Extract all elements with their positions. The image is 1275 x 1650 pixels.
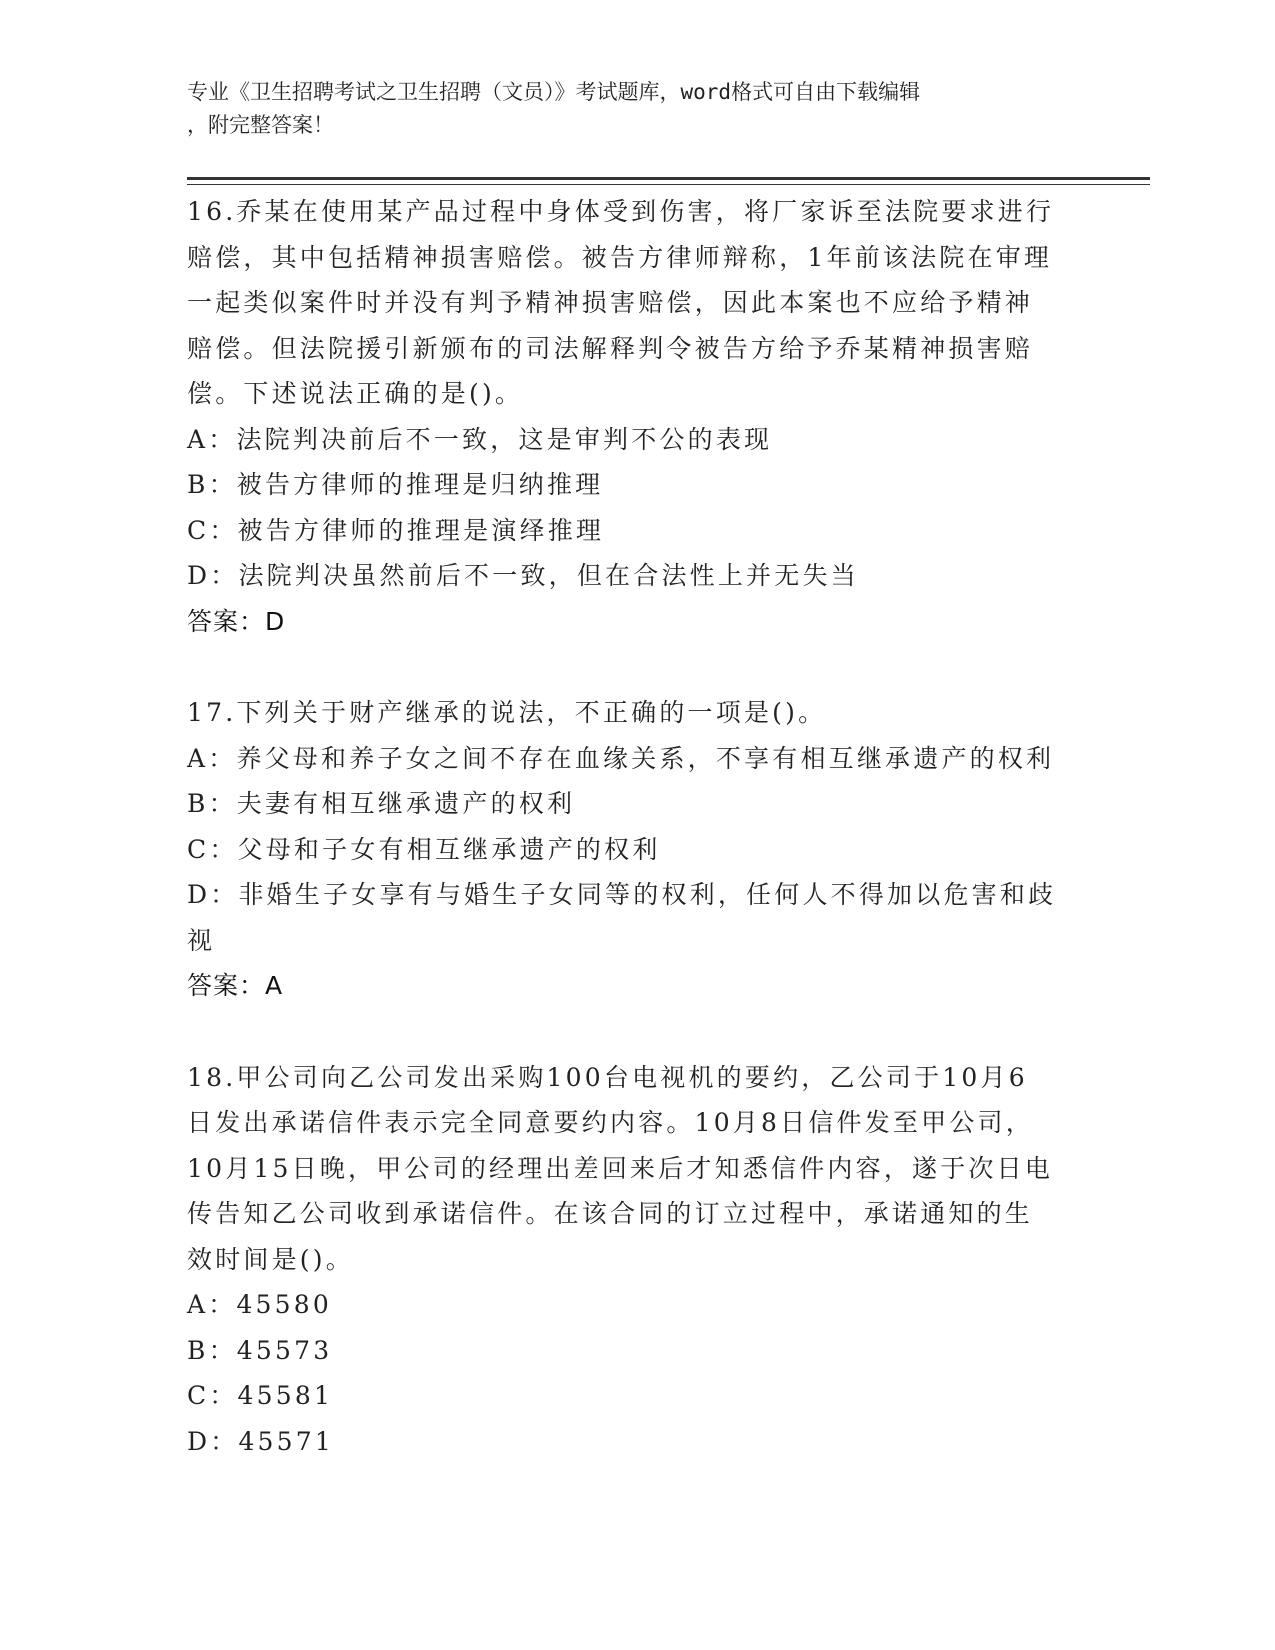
question-stem-line: 日发出承诺信件表示完全同意要约内容。10月8日信件发至甲公司， — [187, 1108, 1034, 1137]
question-stem-line: 16.乔某在使用某产品过程中身体受到伤害，将厂家诉至法院要求进行 — [187, 197, 1055, 226]
question-18 — [187, 1055, 1087, 1465]
question-list — [187, 189, 1087, 1464]
question-stem-line: 17.下列关于财产继承的说法，不正确的一项是()。 — [187, 698, 827, 727]
header-divider-thin — [187, 184, 1150, 185]
option-c: C：父母和子女有相互继承遗产的权利 — [187, 834, 661, 864]
option-c: C：45581 — [187, 1381, 334, 1410]
question-stem-line: 偿。下述说法正确的是()。 — [187, 379, 524, 408]
question-stem-line: 赔偿。但法院援引新颁布的司法解释判令被告方给予乔某精神损害赔 — [187, 333, 1034, 363]
question-17 — [187, 690, 1087, 1009]
option-a: A：45580 — [187, 1290, 332, 1319]
document-header — [187, 76, 1067, 142]
question-spacer — [187, 644, 1087, 690]
option-d: D：法院判决虽然前后不一致，但在合法性上并无失当 — [187, 561, 859, 590]
option-b: B：被告方律师的推理是归纳推理 — [187, 470, 604, 499]
question-16 — [187, 189, 1087, 644]
answer-line: 答案：D — [187, 606, 286, 636]
question-spacer — [187, 1009, 1087, 1055]
question-stem-line: 赔偿，其中包括精神损害赔偿。被告方律师辩称，1年前该法院在审理 — [187, 242, 1053, 272]
question-stem-line: 18.甲公司向乙公司发出采购100台电视机的要约，乙公司于10月6 — [187, 1062, 1028, 1092]
header-line-2: ，附完整答案！ — [187, 113, 334, 137]
option-b: B：45573 — [187, 1335, 333, 1365]
option-d: D：非婚生子女享有与婚生子女同等的权利，任何人不得加以危害和歧 — [187, 880, 1057, 909]
option-d: D：45571 — [187, 1426, 334, 1456]
question-stem-line: 效时间是()。 — [187, 1244, 354, 1274]
question-stem-line: 传告知乙公司收到承诺信件。在该合同的订立过程中，承诺通知的生 — [187, 1199, 1034, 1228]
question-stem-line: 10月15日晚，甲公司的经理出差回来后才知悉信件内容，遂于次日电 — [187, 1153, 1054, 1183]
option-c: C：被告方律师的推理是演绎推理 — [187, 515, 605, 545]
header-line-1: 专业《卫生招聘考试之卫生招聘（文员）》考试题库，word格式可自由下载编辑 — [187, 80, 921, 104]
header-divider-thick — [187, 177, 1150, 180]
answer-line: 答案：A — [187, 971, 284, 1000]
option-a: A：法院判决前后不一致，这是审判不公的表现 — [187, 424, 773, 454]
option-a: A：养父母和养子女之间不存在血缘关系，不享有相互继承遗产的权利 — [187, 743, 1055, 773]
option-d-continuation: 视 — [187, 925, 216, 955]
option-b: B：夫妻有相互继承遗产的权利 — [187, 789, 576, 818]
question-stem-line: 一起类似案件时并没有判予精神损害赔偿，因此本案也不应给予精神 — [187, 288, 1034, 317]
